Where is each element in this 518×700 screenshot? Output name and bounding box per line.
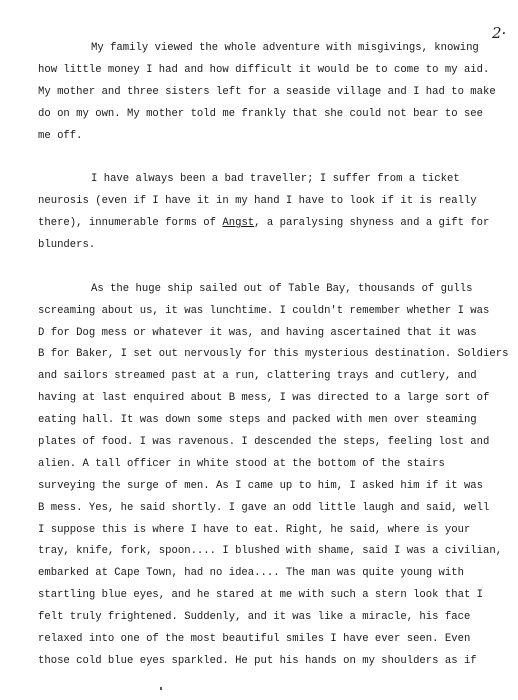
paragraph-gap (38, 257, 508, 279)
text-line: blunders. (38, 239, 96, 252)
text-line: plates of food. I was ravenous. I descended the steps, feeling lost and (38, 436, 490, 449)
ink-speck (160, 687, 162, 690)
text-line: B for Baker, I set out nervously for this mysterious destination. Soldiers (38, 348, 509, 361)
text-line: those cold blue eyes sparkled. He put his hands on my shoulders as if (38, 654, 477, 667)
underlined-word: Angst (222, 217, 255, 230)
text-fragment: , a paralysing shyness and a gift for (254, 217, 490, 230)
text-line: and sailors streamed past at a run, clattering trays and cutlery, and (38, 370, 477, 383)
text-line: D for Dog mess or whatever it was, and having ascertained that it was (38, 326, 477, 339)
text-line: My mother and three sisters left for a seaside village and I had to make (38, 85, 496, 98)
text-line: felt truly frightened. Suddenly, and it was like a miracle, his face (38, 611, 471, 624)
text-line: do on my own. My mother told me frankly that she could not bear to see (38, 107, 484, 120)
text-line: I have always been a bad traveller; I suffer from a ticket (91, 173, 460, 186)
text-line: me off. (38, 129, 83, 142)
text-line: My family viewed the whole adventure with misgivings, knowing (91, 42, 479, 54)
text-line: tray, knife, fork, spoon.... I blushed with shame, said I was a civilian, (38, 545, 503, 558)
body-text (38, 38, 508, 673)
text-line: I suppose this is where I have to eat. Right, he said, where is your (38, 523, 471, 536)
text-line: relaxed into one of the most beautiful smiles I have ever seen. Even (38, 633, 471, 646)
text-line: eating hall. It was down some steps and packed with men over steaming (38, 414, 477, 427)
text-line: how little money I had and how difficult it would be to come to my aid. (38, 63, 490, 76)
text-line: screaming about us, it was lunchtime. I couldn't remember whether I was (38, 304, 490, 317)
text-line: startling blue eyes, and he stared at me with such a stern look that I (38, 589, 484, 602)
text-line: surveying the surge of men. As I came up to him, I asked him if it was (38, 479, 484, 492)
text-line: having at last enquired about B mess, I was directed to a large sort of (38, 392, 490, 405)
text-fragment: there), innumerable forms of (38, 217, 223, 230)
text-line: neurosis (even if I have it in my hand I have to look if it is really (38, 195, 477, 208)
text-line: alien. A tall officer in white stood at the bottom of the stairs (38, 457, 445, 470)
page-number: 2· (492, 24, 507, 42)
paragraph-gap (38, 147, 508, 169)
text-line: As the huge ship sailed out of Table Bay, thousands of gulls (91, 282, 473, 295)
text-line (38, 213, 508, 235)
text-line: B mess. Yes, he said shortly. I gave an odd little laugh and said, well (38, 501, 490, 514)
text-line: embarked at Cape Town, had no idea.... The man was quite young with (38, 567, 464, 580)
